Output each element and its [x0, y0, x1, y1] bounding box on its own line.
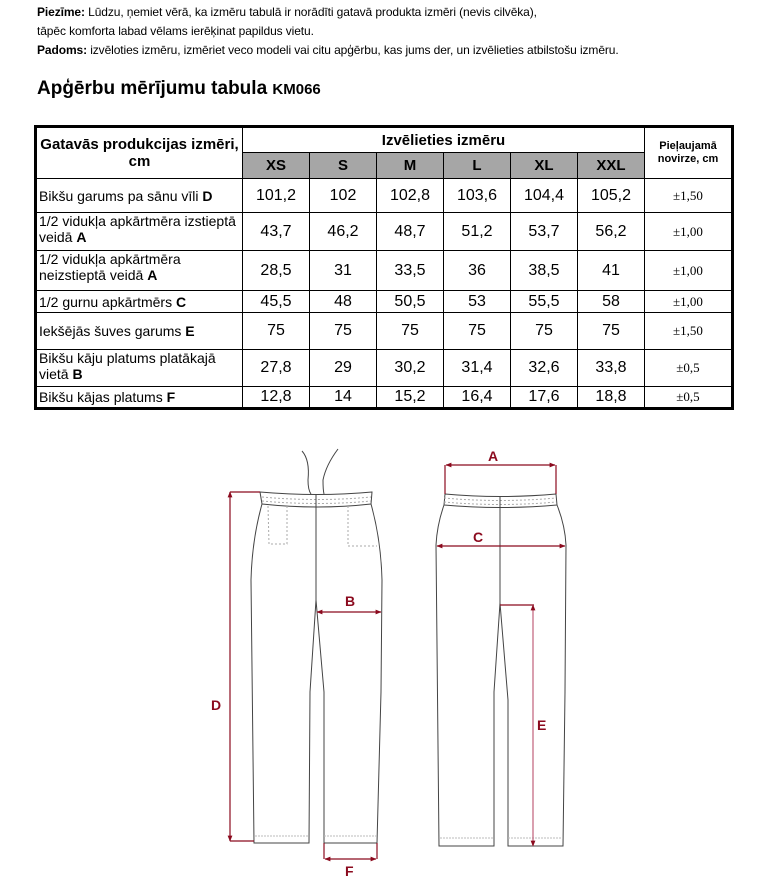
value-cell-m: 30,2: [377, 350, 444, 387]
tip-line: [37, 41, 619, 60]
tolerance-cell: ±1,00: [645, 213, 733, 251]
tolerance-cell: ±1,50: [645, 179, 733, 213]
table-row: [36, 387, 733, 409]
label-F: F: [345, 863, 354, 879]
value-cell-xxl: 58: [578, 291, 645, 313]
note-line-2: tāpēc komforta labad vēlams ierēķinat papildus vietu.: [37, 24, 314, 38]
table-body: [36, 179, 733, 409]
table-row: [36, 291, 733, 313]
row-label-text: 1/2 gurnu apkārtmērs: [39, 293, 176, 310]
value-cell-l: 53: [444, 291, 511, 313]
value-cell-xs: 12,8: [243, 387, 310, 409]
value-cell-xxl: 41: [578, 251, 645, 291]
row-label: [36, 291, 243, 313]
row-label-text: Bikšu kājas platums: [39, 389, 167, 405]
title-text: Apģērbu mērījumu tabula: [37, 78, 273, 99]
value-cell-xs: 45,5: [243, 291, 310, 313]
note-label: Piezīme:: [37, 5, 85, 19]
row-label: [36, 213, 243, 251]
label-A: A: [488, 448, 499, 464]
row-label: [36, 350, 243, 387]
pants-diagram: [0, 440, 772, 896]
size-table: [34, 125, 734, 410]
value-cell-m: 15,2: [377, 387, 444, 409]
size-header-xxl: XXL: [578, 153, 645, 179]
product-code: KM066: [272, 81, 321, 98]
value-cell-l: 36: [444, 251, 511, 291]
row-label-text: Bikšu garums pa sānu vīli: [39, 187, 203, 204]
value-cell-xl: 32,6: [511, 350, 578, 387]
row-label: [36, 313, 243, 350]
label-B: B: [345, 593, 356, 609]
value-cell-xxl: 18,8: [578, 387, 645, 409]
value-cell-l: 16,4: [444, 387, 511, 409]
value-cell-xs: 27,8: [243, 350, 310, 387]
value-cell-s: 31: [310, 251, 377, 291]
value-cell-m: 75: [377, 313, 444, 350]
value-cell-m: 50,5: [377, 291, 444, 313]
value-cell-xl: 104,4: [511, 179, 578, 213]
tolerance-cell: ±0,5: [645, 350, 733, 387]
drawstring-right: [323, 449, 338, 494]
value-cell-xxl: 33,8: [578, 350, 645, 387]
size-header-l: L: [444, 153, 511, 179]
row-measure-letter: E: [185, 323, 195, 339]
measure-A: [445, 465, 556, 494]
row-measure-letter: D: [202, 187, 213, 204]
label-D: D: [211, 697, 222, 713]
row-measure-letter: A: [147, 267, 158, 283]
value-cell-xxl: 56,2: [578, 213, 645, 251]
note-text-1: Lūdzu, ņemiet vērā, ka izmēru tabulā ir norādīti gatavā produkta izmēri (nevis cilvēka),: [84, 5, 537, 19]
row-label: [36, 179, 243, 213]
row-label: [36, 251, 243, 291]
value-cell-s: 14: [310, 387, 377, 409]
tolerance-cell: ±0,5: [645, 387, 733, 409]
value-cell-m: 48,7: [377, 213, 444, 251]
value-cell-xxl: 105,2: [578, 179, 645, 213]
tolerance-cell: ±1,00: [645, 251, 733, 291]
tip-label: Padoms:: [37, 43, 87, 57]
measure-F: [324, 843, 377, 859]
measure-E: [500, 605, 534, 846]
value-cell-xs: 101,2: [243, 179, 310, 213]
label-C: C: [473, 529, 484, 545]
row-measure-letter: C: [175, 293, 187, 310]
value-cell-m: 33,5: [377, 251, 444, 291]
value-cell-s: 46,2: [310, 213, 377, 251]
value-cell-l: 51,2: [444, 213, 511, 251]
row-label: [36, 387, 243, 409]
value-cell-m: 102,8: [377, 179, 444, 213]
table-row: [36, 213, 733, 251]
value-cell-xs: 75: [243, 313, 310, 350]
value-cell-xs: 43,7: [243, 213, 310, 251]
size-header-xs: XS: [243, 153, 310, 179]
pants-front-view: [251, 449, 382, 843]
drawstring-left: [302, 451, 311, 494]
size-header-s: S: [310, 153, 377, 179]
note-line-1: [37, 3, 619, 22]
size-header-m: M: [377, 153, 444, 179]
pants-back-outline: [436, 505, 566, 846]
label-header: Gatavās produkcijas izmēri, cm: [36, 127, 243, 179]
value-cell-s: 102: [310, 179, 377, 213]
row-label-text: Bikšu kāju platums platākajā vietā: [39, 350, 216, 382]
table-row: [36, 350, 733, 387]
value-cell-s: 48: [310, 291, 377, 313]
pants-back-view: [436, 494, 566, 846]
tip-text: izvēloties izmēru, izmēriet veco modeli vai citu apģērbu, kas jums der, un izvēlieties atbilstošu izmēru.: [86, 43, 619, 57]
value-cell-xl: 17,6: [511, 387, 578, 409]
row-measure-letter: B: [72, 366, 83, 382]
row-label-text: Iekšējās šuves garums: [39, 323, 186, 339]
value-cell-s: 29: [310, 350, 377, 387]
page-title: [37, 78, 321, 100]
value-cell-l: 103,6: [444, 179, 511, 213]
size-header-xl: XL: [511, 153, 578, 179]
tolerance-cell: ±1,00: [645, 291, 733, 313]
row-measure-letter: A: [76, 229, 87, 245]
table-row: [36, 313, 733, 350]
value-cell-xs: 28,5: [243, 251, 310, 291]
value-cell-xl: 38,5: [511, 251, 578, 291]
table-row: [36, 179, 733, 213]
value-cell-xl: 55,5: [511, 291, 578, 313]
value-cell-xl: 75: [511, 313, 578, 350]
measure-D: [230, 492, 260, 841]
label-E: E: [537, 717, 547, 733]
value-cell-xxl: 75: [578, 313, 645, 350]
size-group-header: Izvēlieties izmēru: [243, 127, 645, 153]
value-cell-s: 75: [310, 313, 377, 350]
value-cell-xl: 53,7: [511, 213, 578, 251]
tolerance-cell: ±1,50: [645, 313, 733, 350]
notes-block: [37, 3, 619, 60]
value-cell-l: 75: [444, 313, 511, 350]
value-cell-l: 31,4: [444, 350, 511, 387]
row-label-text: 1/2 vidukļa apkārtmēra neizstieptā veidā: [39, 251, 181, 283]
row-label-text: 1/2 vidukļa apkārtmēra izstieptā veidā: [39, 213, 236, 245]
row-measure-letter: F: [166, 389, 176, 405]
table-row: [36, 251, 733, 291]
pocket-left: [268, 506, 287, 544]
tolerance-header: Pieļaujamā novirze, cm: [645, 127, 733, 179]
